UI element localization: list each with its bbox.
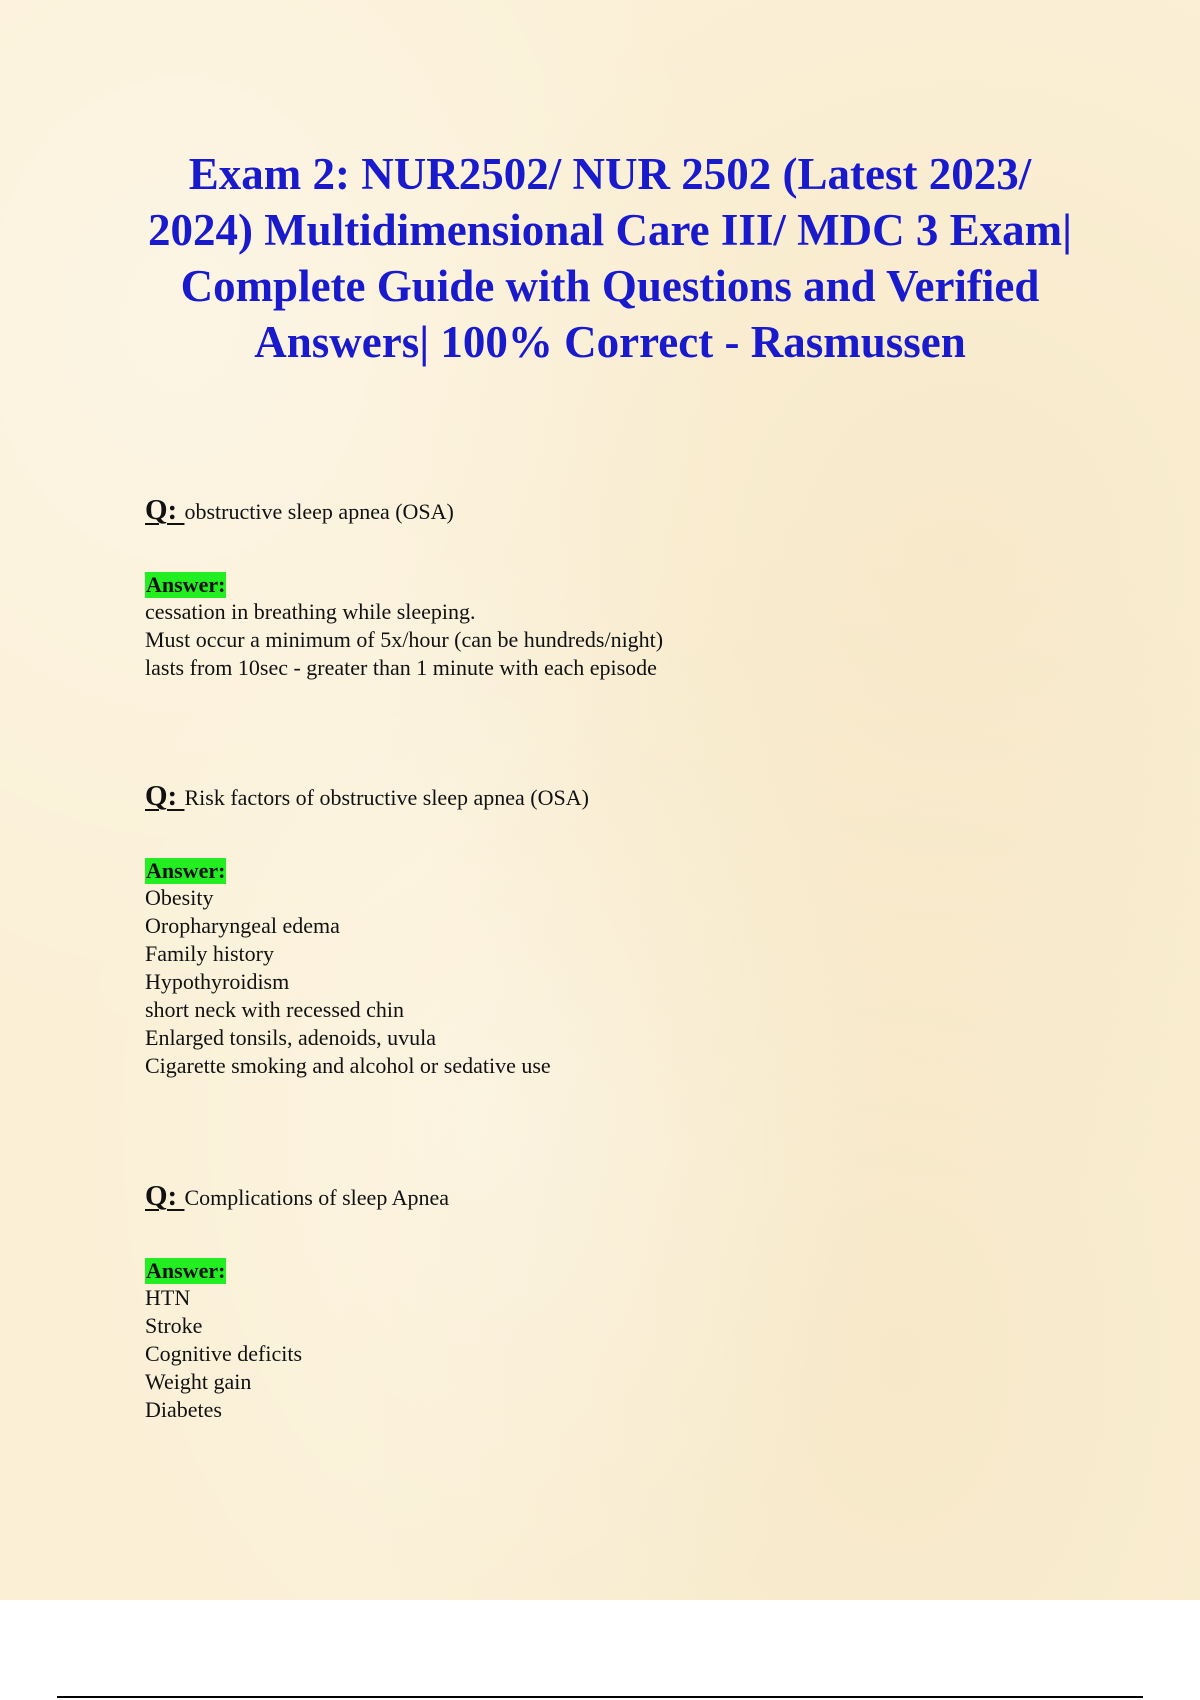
answer-line: Diabetes [145,1397,222,1422]
answer-label: Answer: [146,572,226,597]
answer-line: Obesity [145,885,214,910]
qa-item [145,1182,1045,1424]
question-marker: Q: [145,780,185,812]
question-text: Complications of sleep Apnea [184,1185,450,1210]
answer-text [145,598,1045,682]
answer-line: short neck with recessed chin [145,997,405,1022]
answer-line: Family history [145,941,274,966]
answer-line: Hypothyroidism [145,969,290,994]
answer-line: HTN [145,1285,191,1310]
answer-line: Cigarette smoking and alcohol or sedative use [145,1053,551,1078]
answer-text [145,1284,1045,1424]
answer-line: cessation in breathing while sleeping. [145,599,476,624]
answer-line: Weight gain [145,1369,252,1394]
footer-divider [57,1696,1143,1698]
answer-line: lasts from 10sec - greater than 1 minute with each episode [145,655,657,680]
question-text: Risk factors of obstructive sleep apnea (OSA) [184,785,589,810]
answer-line: Stroke [145,1313,203,1338]
question-text: obstructive sleep apnea (OSA) [184,499,454,524]
answer-line: Cognitive deficits [145,1341,303,1366]
answer-line: Enlarged tonsils, adenoids, uvula [145,1025,437,1050]
document-title: Exam 2: NUR2502/ NUR 2502 (Latest 2023/ 2024) Multidimensional Care III/ MDC 3 Exam| Complete Guide with Questions and Verified Answers| 100% Correct - Rasmussen [147,149,1073,367]
qa-item [145,782,1045,1080]
question-marker: Q: [145,494,185,526]
question-line [145,496,1045,526]
answer-text [145,884,1045,1080]
question-marker: Q: [145,1180,185,1212]
qa-item [145,496,1045,682]
question-line [145,1182,1045,1212]
answer-line: Oropharyngeal edema [145,913,340,938]
answer-label: Answer: [146,1258,226,1283]
question-line [145,782,1045,812]
answer-label: Answer: [146,858,226,883]
answer-line: Must occur a minimum of 5x/hour (can be hundreds/night) [145,627,664,652]
